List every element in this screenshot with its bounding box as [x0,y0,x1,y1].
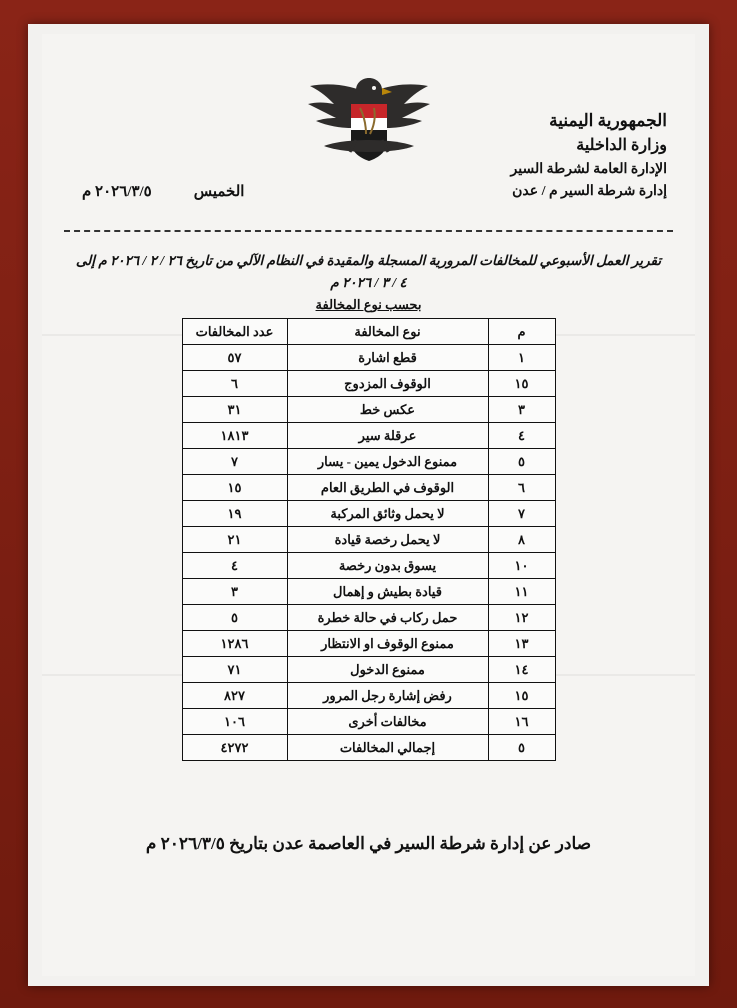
cell-violation-count: ١٥ [182,475,287,501]
table-row [182,631,555,657]
cell-no: ٨ [488,527,555,553]
date-line [82,182,244,201]
cell-violation-type: عرقلة سير [287,423,488,449]
table-row [182,683,555,709]
cell-violation-type: ممنوع الدخول يمين - يسار [287,449,488,475]
cell-no: ١٤ [488,657,555,683]
org-line-department: الإدارة العامة لشرطة السير [510,162,667,178]
cell-violation-count: ٢١ [182,527,287,553]
cell-no: ١ [488,345,555,371]
cell-violation-type: لا يحمل رخصة قيادة [287,527,488,553]
header-no: م [488,319,555,345]
cell-violation-count: ٣١ [182,397,287,423]
table-row [182,709,555,735]
cell-no: ١٣ [488,631,555,657]
page-title: تقرير العمل الأسبوعي للمخالفات المرورية المسجلة والمقيدة في النظام الآلي من تاريخ ٢٦ / ٢ / ٢٠٢٦ م إلى ٤ / ٣ / ٢٠٢٦ م [75,253,662,290]
header-count: عدد المخالفات [182,319,287,345]
cell-violation-type: الوقوف في الطريق العام [287,475,488,501]
table-row [182,527,555,553]
cell-violation-count: ٤ [182,553,287,579]
cell-no: ١٥ [488,683,555,709]
cell-violation-count: ١٨١٣ [182,423,287,449]
table-row [182,735,555,761]
cell-violation-count: ٦ [182,371,287,397]
table-row [182,397,555,423]
violations-table-wrapper [42,318,695,761]
cell-no: ٦ [488,475,555,501]
violations-table [182,318,556,761]
document-page [28,24,709,986]
cell-violation-type: إجمالي المخالفات [287,735,488,761]
header-type: نوع المخالفة [287,319,488,345]
table-row [182,501,555,527]
organization-block [511,108,668,203]
cell-no: ١٦ [488,709,555,735]
table-row [182,345,555,371]
cell-no: ٥ [488,735,555,761]
org-line-branch: إدارة شرطة السير م / عدن [512,183,667,199]
cell-violation-count: ٥ [182,605,287,631]
table-row [182,423,555,449]
cell-violation-type: يسوق بدون رخصة [287,553,488,579]
cell-no: ١١ [488,579,555,605]
cell-violation-count: ٤٢٧٢ [182,735,287,761]
cell-violation-type: حمل ركاب في حالة خطرة [287,605,488,631]
page-subtitle: بحسب نوع المخالفة [315,297,422,313]
date-weekday: الخميس [193,184,245,200]
cell-violation-count: ١٩ [182,501,287,527]
table-row [182,553,555,579]
cell-violation-count: ١٠٦ [182,709,287,735]
yemen-eagle-emblem-icon [294,68,444,168]
header-divider [64,230,673,232]
cell-violation-type: الوقوف المزدوج [287,371,488,397]
cell-violation-type: عكس خط [287,397,488,423]
cell-violation-type: مخالفات أخرى [287,709,488,735]
table-row [182,605,555,631]
document-footer: صادر عن إدارة شرطة السير في العاصمة عدن بتاريخ ٢٠٢٦/٣/٥ م [145,834,592,853]
cell-violation-type: لا يحمل وثائق المركبة [287,501,488,527]
cell-no: ٣ [488,397,555,423]
cell-no: ٥ [488,449,555,475]
org-line-country: الجمهورية اليمنية [549,111,667,130]
cell-violation-type: ممنوع الوقوف او الانتظار [287,631,488,657]
table-row [182,657,555,683]
cell-violation-count: ٣ [182,579,287,605]
cell-violation-count: ٨٢٧ [182,683,287,709]
table-row [182,475,555,501]
table-row [182,579,555,605]
cell-no: ١٥ [488,371,555,397]
document-content-area [42,34,695,976]
date-value: ٢٠٢٦/٣/٥ م [82,184,152,200]
org-line-ministry: وزارة الداخلية [576,137,667,155]
cell-violation-count: ٧ [182,449,287,475]
cell-violation-type: رفض إشارة رجل المرور [287,683,488,709]
report-title-block [72,250,665,313]
table-row [182,371,555,397]
cell-violation-count: ٥٧ [182,345,287,371]
cell-no: ٤ [488,423,555,449]
table-header-row [182,319,555,345]
cell-no: ٧ [488,501,555,527]
cell-no: ١٢ [488,605,555,631]
table-row [182,449,555,475]
cell-violation-count: ٧١ [182,657,287,683]
cell-violation-type: قطع اشارة [287,345,488,371]
cell-violation-type: ممنوع الدخول [287,657,488,683]
cell-violation-count: ١٢٨٦ [182,631,287,657]
violations-table-body [182,345,555,761]
cell-no: ١٠ [488,553,555,579]
cell-violation-type: قيادة بطيش و إهمال [287,579,488,605]
